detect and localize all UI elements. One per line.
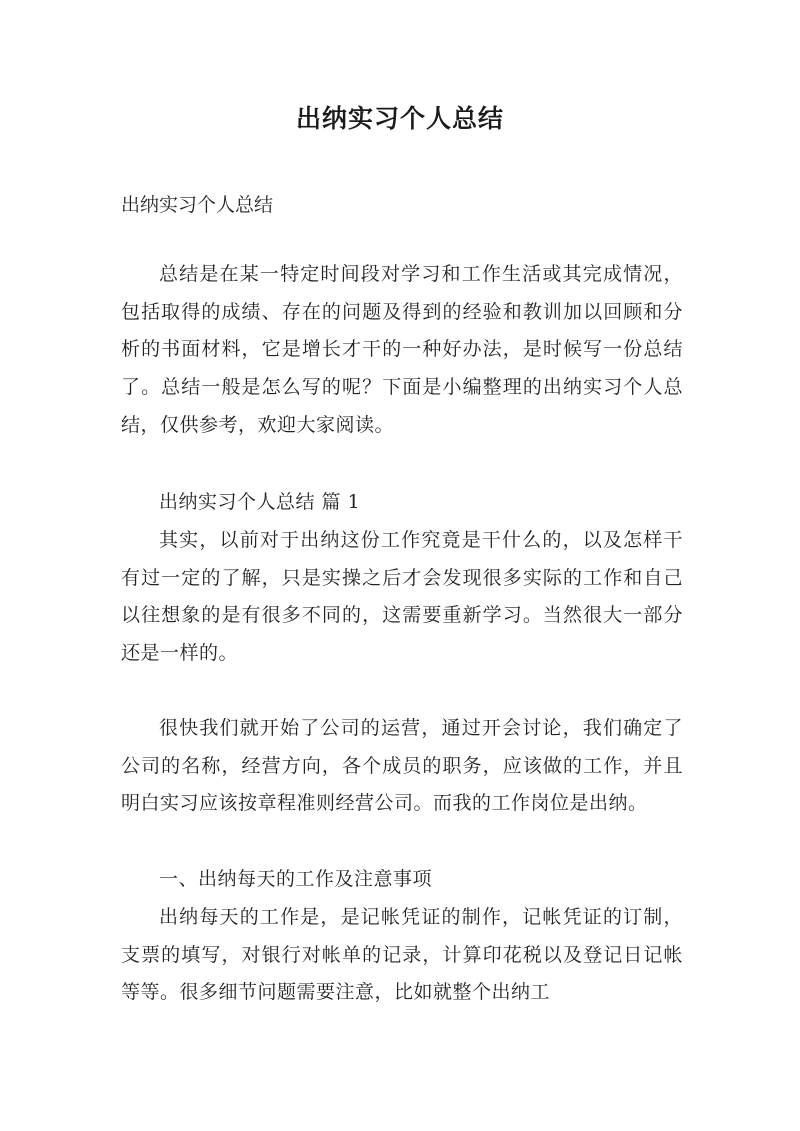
body-paragraph-2: 很快我们就开始了公司的运营，通过开会讨论，我们确定了公司的名称，经营方向，各个成员的职务，应该做的工作，并且明白实习应该按章程准则经营公司。而我的工作岗位是出纳。	[121, 717, 683, 815]
section-heading: 一、出纳每天的工作及注意事项	[159, 868, 433, 890]
document-subtitle: 出纳实习个人总结	[121, 194, 274, 216]
document-title: 出纳实习个人总结	[295, 104, 504, 133]
intro-paragraph: 总结是在某一特定时间段对学习和工作生活或其完成情况，包括取得的成绩、存在的问题及得到的经验和教训加以回顾和分析的书面材料，它是增长才干的一种好办法，是时候写一份总结了。总结一般是怎么写的呢？下面是小编整理的出纳实习个人总结，仅供参考，欢迎大家阅读。	[121, 263, 683, 436]
part-heading: 出纳实习个人总结 篇 1	[159, 491, 361, 513]
body-paragraph-3: 出纳每天的工作是，是记帐凭证的制作，记帐凭证的订制，支票的填写，对银行对帐单的记录，计算印花税以及登记日记帐等等。很多细节问题需要注意，比如就整个出纳工	[121, 906, 683, 1004]
body-paragraph-1: 其实，以前对于出纳这份工作究竟是干什么的，以及怎样干有过一定的了解，只是实操之后才会发现很多实际的工作和自己以往想象的是有很多不同的，这需要重新学习。当然很大一部分还是一样的。	[121, 529, 683, 665]
